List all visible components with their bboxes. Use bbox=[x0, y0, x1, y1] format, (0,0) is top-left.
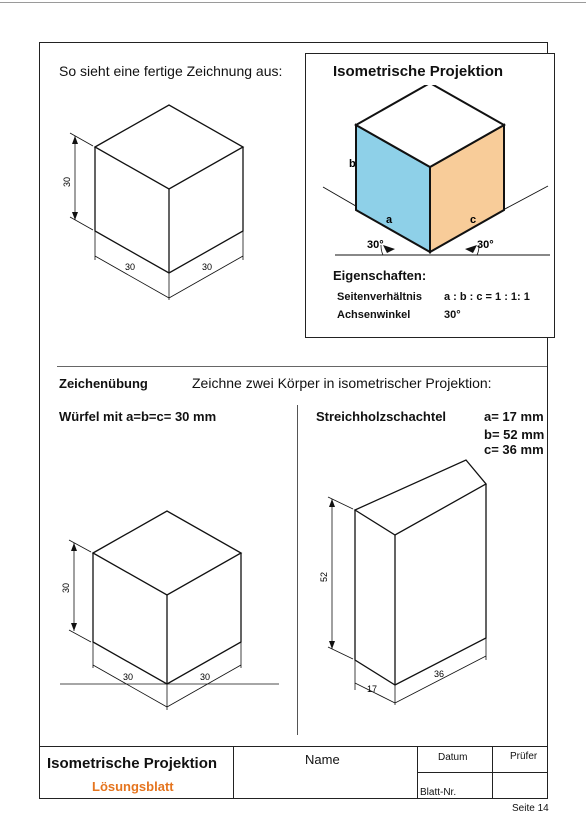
matchbox-dim-height: 52 bbox=[319, 571, 329, 583]
exercise-cube-dim-left: 30 bbox=[122, 672, 134, 682]
matchbox-spec-b: b= 52 mm bbox=[484, 427, 545, 442]
matchbox-dim-left: 17 bbox=[366, 684, 378, 694]
matchbox-title: Streichholzschachtel bbox=[316, 409, 447, 424]
label-c: c bbox=[470, 214, 477, 226]
example-cube-top-face bbox=[95, 105, 243, 189]
title-block-title: Isometrische Projektion bbox=[47, 755, 218, 772]
exercise-heading: Zeichenübung bbox=[59, 376, 148, 391]
intro-text: So sieht eine fertige Zeichnung aus: bbox=[59, 63, 283, 79]
property-value: a : b : c = 1 : 1: 1 bbox=[444, 291, 530, 303]
matchbox-dim-right: 36 bbox=[433, 669, 445, 679]
matchbox-outline bbox=[355, 484, 486, 685]
matchbox-spec-c: c= 36 mm bbox=[484, 442, 544, 457]
matchbox-spec-a: a= 17 mm bbox=[484, 409, 544, 424]
title-block-divider bbox=[417, 772, 548, 773]
title-block-top-line bbox=[39, 746, 548, 747]
exercise-cube-top-face bbox=[93, 511, 241, 595]
matchbox-drawing bbox=[310, 455, 510, 710]
title-block-divider bbox=[233, 746, 234, 799]
name-label: Name bbox=[305, 752, 340, 767]
example-dim-height: 30 bbox=[62, 176, 72, 188]
title-block-subtitle: Lösungsblatt bbox=[92, 779, 174, 794]
exercise-cube-drawing bbox=[55, 510, 295, 715]
label-b: b bbox=[349, 158, 356, 170]
info-box-title: Isometrische Projektion bbox=[333, 63, 504, 80]
section-divider bbox=[57, 366, 547, 367]
angle-right-label: 30° bbox=[477, 239, 494, 251]
datum-label: Datum bbox=[438, 752, 468, 763]
exercise-cube-dim-right: 30 bbox=[199, 672, 211, 682]
example-dim-right: 30 bbox=[201, 262, 213, 272]
blatt-nr-label: Blatt-Nr. bbox=[420, 787, 457, 798]
matchbox-top-face bbox=[355, 460, 486, 535]
cube-exercise-title: Würfel mit a=b=c= 30 mm bbox=[59, 409, 217, 424]
exercise-cube-dim-height: 30 bbox=[61, 582, 71, 594]
angle-left-label: 30° bbox=[367, 239, 384, 251]
exercise-divider bbox=[297, 405, 298, 735]
page-number: Seite 14 bbox=[512, 803, 549, 814]
top-divider bbox=[0, 2, 586, 3]
properties-heading: Eigenschaften: bbox=[333, 268, 427, 283]
example-cube-drawing bbox=[55, 100, 295, 310]
example-dim-left: 30 bbox=[124, 262, 136, 272]
property-value: 30° bbox=[444, 309, 461, 321]
property-key: Achsenwinkel bbox=[337, 309, 411, 321]
pruefer-label: Prüfer bbox=[510, 751, 538, 762]
colored-cube-illustration bbox=[305, 85, 555, 265]
property-key: Seitenverhältnis bbox=[337, 291, 422, 303]
label-a: a bbox=[386, 214, 393, 226]
exercise-instruction: Zeichne zwei Körper in isometrischer Projektion: bbox=[192, 375, 492, 391]
